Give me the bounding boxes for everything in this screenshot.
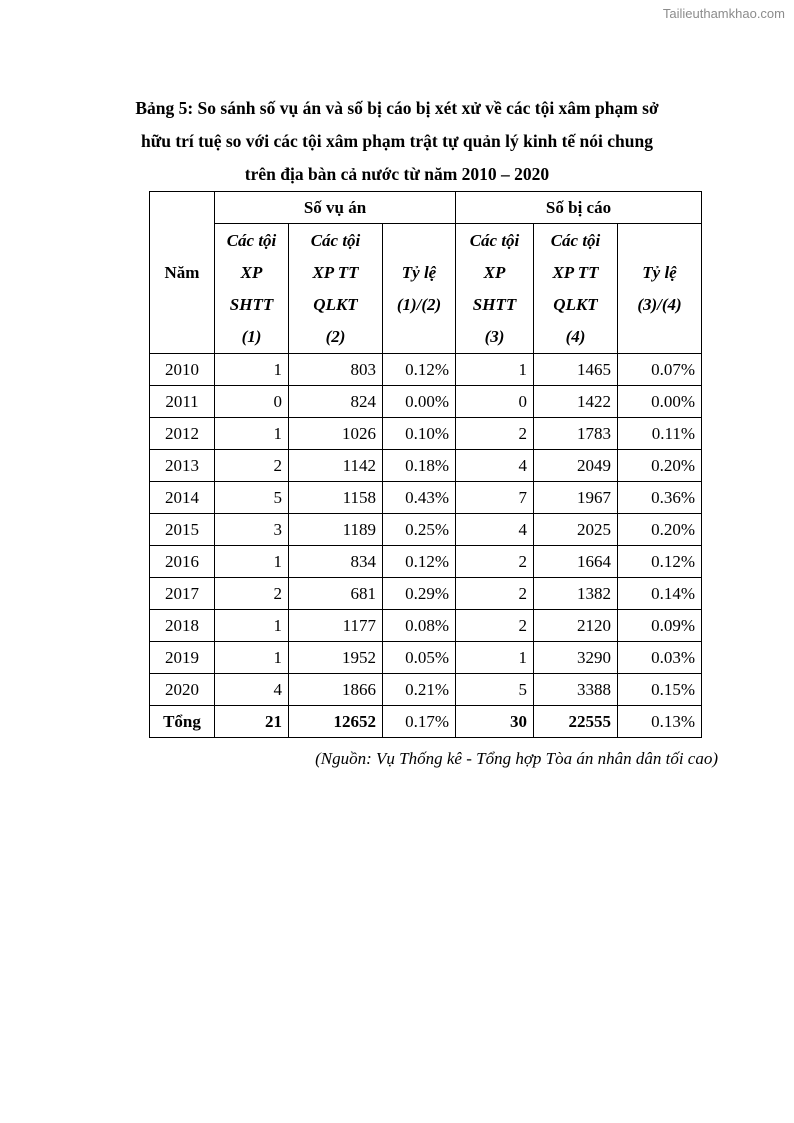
total-label: Tổng xyxy=(150,706,215,738)
value-cell: 1 xyxy=(215,546,289,578)
value-cell: 3 xyxy=(215,514,289,546)
value-cell: 1 xyxy=(215,642,289,674)
value-cell: 2 xyxy=(215,578,289,610)
table-row xyxy=(150,418,702,450)
value-cell: 0.15% xyxy=(618,674,702,706)
value-cell: 0.11% xyxy=(618,418,702,450)
value-cell: 3290 xyxy=(534,642,618,674)
column-subheader xyxy=(289,224,383,354)
value-cell: 4 xyxy=(215,674,289,706)
title-line: hữu trí tuệ so với các tội xâm phạm trật tự quản lý kinh tế nói chung xyxy=(141,131,653,151)
value-cell: 1026 xyxy=(289,418,383,450)
year-cell: 2016 xyxy=(150,546,215,578)
total-value-cell: 0.17% xyxy=(383,706,456,738)
value-cell: 0.09% xyxy=(618,610,702,642)
value-cell: 834 xyxy=(289,546,383,578)
value-cell: 1 xyxy=(215,418,289,450)
source-note: (Nguồn: Vụ Thống kê - Tổng hợp Tòa án nhân dân tối cao) xyxy=(315,749,718,768)
value-cell: 5 xyxy=(215,482,289,514)
value-cell: 1 xyxy=(215,354,289,386)
value-cell: 0.14% xyxy=(618,578,702,610)
value-cell: 0.21% xyxy=(383,674,456,706)
value-cell: 1 xyxy=(215,610,289,642)
value-cell: 2 xyxy=(456,578,534,610)
subheader-line: XP TT xyxy=(312,262,359,282)
value-cell: 2049 xyxy=(534,450,618,482)
value-cell: 2120 xyxy=(534,610,618,642)
table-row xyxy=(150,514,702,546)
table-row xyxy=(150,386,702,418)
value-cell: 0.03% xyxy=(618,642,702,674)
value-cell: 0.05% xyxy=(383,642,456,674)
table-row xyxy=(150,610,702,642)
value-cell: 1158 xyxy=(289,482,383,514)
year-cell: 2010 xyxy=(150,354,215,386)
total-value-cell: 22555 xyxy=(534,706,618,738)
value-cell: 2 xyxy=(456,418,534,450)
value-cell: 1967 xyxy=(534,482,618,514)
value-cell: 0.07% xyxy=(618,354,702,386)
value-cell: 4 xyxy=(456,514,534,546)
value-cell: 2 xyxy=(456,546,534,578)
column-subheader xyxy=(534,224,618,354)
subheader-line: (1)/(2) xyxy=(396,294,442,314)
total-value-cell: 30 xyxy=(456,706,534,738)
value-cell: 0.18% xyxy=(383,450,456,482)
value-cell: 1 xyxy=(456,354,534,386)
comparison-table xyxy=(149,191,702,738)
value-cell: 1952 xyxy=(289,642,383,674)
year-cell: 2018 xyxy=(150,610,215,642)
total-value-cell: 0.13% xyxy=(618,706,702,738)
defendants-group-header: Số bị cáo xyxy=(456,192,702,224)
value-cell: 0.08% xyxy=(383,610,456,642)
value-cell: 824 xyxy=(289,386,383,418)
column-subheader xyxy=(456,224,534,354)
column-subheader xyxy=(215,224,289,354)
value-cell: 1783 xyxy=(534,418,618,450)
column-subheader xyxy=(383,224,456,354)
value-cell: 1382 xyxy=(534,578,618,610)
total-value-cell: 21 xyxy=(215,706,289,738)
year-cell: 2012 xyxy=(150,418,215,450)
table-row xyxy=(150,450,702,482)
value-cell: 2025 xyxy=(534,514,618,546)
value-cell: 0.00% xyxy=(618,386,702,418)
subheader-line: Các tội xyxy=(310,230,361,250)
title-line: trên địa bàn cả nước từ năm 2010 – 2020 xyxy=(244,164,550,184)
year-cell: 2011 xyxy=(150,386,215,418)
value-cell: 0.36% xyxy=(618,482,702,514)
subheader-line: Các tội xyxy=(550,230,601,250)
subheader-line: (3)/(4) xyxy=(637,294,682,314)
value-cell: 2 xyxy=(215,450,289,482)
subheader-line: Tỷ lệ xyxy=(401,262,437,282)
subheader-line: (1) xyxy=(241,326,262,346)
subheader-line: Các tội xyxy=(469,230,520,250)
subheader-line: (2) xyxy=(325,326,346,346)
total-row xyxy=(150,706,702,738)
value-cell: 1465 xyxy=(534,354,618,386)
watermark: Tailieuthamkhao.com xyxy=(662,6,785,21)
title-line: Bảng 5: So sánh số vụ án và số bị cáo bị xét xử về các tội xâm phạm sở xyxy=(135,98,659,118)
table-row xyxy=(150,674,702,706)
total-value-cell: 12652 xyxy=(289,706,383,738)
subheader-line: (3) xyxy=(484,326,505,346)
value-cell: 681 xyxy=(289,578,383,610)
subheader-line: (4) xyxy=(565,326,586,346)
value-cell: 7 xyxy=(456,482,534,514)
subheader-line: XP xyxy=(240,262,263,282)
value-cell: 1664 xyxy=(534,546,618,578)
subheader-line: QLKT xyxy=(553,294,598,314)
value-cell: 1142 xyxy=(289,450,383,482)
value-cell: 0.10% xyxy=(383,418,456,450)
value-cell: 0.25% xyxy=(383,514,456,546)
year-cell: 2013 xyxy=(150,450,215,482)
value-cell: 3388 xyxy=(534,674,618,706)
subheader-line: SHTT xyxy=(229,294,274,314)
value-cell: 0.29% xyxy=(383,578,456,610)
year-header: Năm xyxy=(150,192,215,354)
subheader-line: SHTT xyxy=(472,294,517,314)
value-cell: 0.12% xyxy=(618,546,702,578)
subheader-line: Tỷ lệ xyxy=(642,262,677,282)
subheader-line: XP TT xyxy=(552,262,599,282)
table-title xyxy=(120,92,674,191)
value-cell: 0.12% xyxy=(383,354,456,386)
value-cell: 5 xyxy=(456,674,534,706)
value-cell: 0 xyxy=(215,386,289,418)
value-cell: 2 xyxy=(456,610,534,642)
table-row xyxy=(150,578,702,610)
value-cell: 1 xyxy=(456,642,534,674)
value-cell: 0.00% xyxy=(383,386,456,418)
value-cell: 4 xyxy=(456,450,534,482)
value-cell: 1422 xyxy=(534,386,618,418)
value-cell: 1866 xyxy=(289,674,383,706)
table-row xyxy=(150,354,702,386)
value-cell: 0.43% xyxy=(383,482,456,514)
value-cell: 0.12% xyxy=(383,546,456,578)
value-cell: 1177 xyxy=(289,610,383,642)
value-cell: 0.20% xyxy=(618,514,702,546)
column-subheader xyxy=(618,224,702,354)
value-cell: 0 xyxy=(456,386,534,418)
table-row xyxy=(150,482,702,514)
year-cell: 2015 xyxy=(150,514,215,546)
value-cell: 1189 xyxy=(289,514,383,546)
year-cell: 2019 xyxy=(150,642,215,674)
subheader-line: XP xyxy=(483,262,506,282)
value-cell: 0.20% xyxy=(618,450,702,482)
year-cell: 2020 xyxy=(150,674,215,706)
subheader-line: QLKT xyxy=(313,294,358,314)
table-row xyxy=(150,546,702,578)
cases-group-header: Số vụ án xyxy=(215,192,456,224)
table-row xyxy=(150,642,702,674)
subheader-line: Các tội xyxy=(226,230,277,250)
year-cell: 2014 xyxy=(150,482,215,514)
value-cell: 803 xyxy=(289,354,383,386)
year-cell: 2017 xyxy=(150,578,215,610)
